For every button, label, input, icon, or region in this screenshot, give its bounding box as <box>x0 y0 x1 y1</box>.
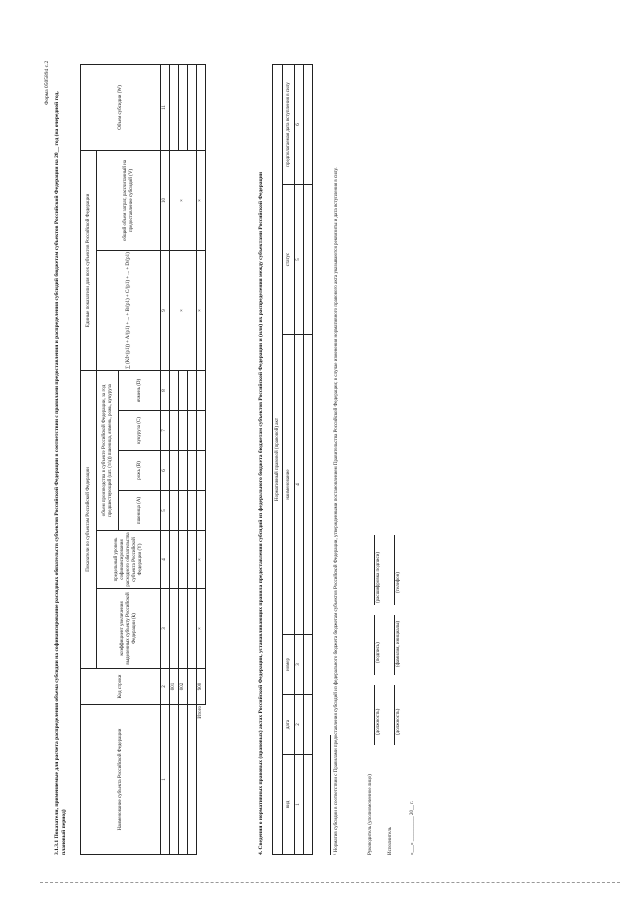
section-title: 3.1.3.1 Показатели, применяемые для расчета распределения объема субсидии на софинансирование расходных обязательств субъектов Российской Федерации в соответствии с правилами предоставления и распределения субсидий бюджетам субъектов Российской Федерации на 20__ год (на очередной год, плановый период) <box>54 91 67 855</box>
header-group-regions: Показатели по субъектам Российской Федерации <box>81 370 97 668</box>
date-line: «___» __________ 20__ г. <box>410 801 415 855</box>
col-num: 6 <box>161 451 170 491</box>
header-act-name: наименование <box>283 335 295 635</box>
col-num: 1 <box>161 705 170 855</box>
footnote-text: ¹ Норматив субсидии в соответствии с Правилами предоставления субсидий из федерального бюджета бюджетам субъектов Российской Федерации, утвержденными постановлением Правительства Российской Федерации; в случае изменения нормативного правового акта указываются реквизиты и дата вступления в силу. <box>334 167 339 855</box>
legal-acts-header: Нормативный правовой (правовой) акт <box>273 64 283 854</box>
sign-line <box>394 535 395 605</box>
header-rye: рожь (B) <box>119 451 161 491</box>
total-label: Итого <box>197 705 206 855</box>
col-num: 4 <box>295 335 304 635</box>
total-row <box>197 64 206 854</box>
header-act-number: номер <box>283 635 295 695</box>
form-code: Форма 0505894 с.2 <box>44 60 50 105</box>
col-num: 6 <box>295 64 304 184</box>
header-production: объем производства в субъекте Российской Федерации, за год предшествующий (шт. (т/ц)) пшеница, ячмень, рожь, кукуруза <box>97 370 119 530</box>
signature-caption: (подпись) <box>376 642 381 663</box>
header-act-type: вид <box>283 755 295 855</box>
col-num: 10 <box>161 150 170 250</box>
header-wheat: пшеница (A) <box>119 491 161 531</box>
x-mark: × <box>197 531 206 589</box>
x-mark: × <box>170 150 197 250</box>
header-act-effective: предполагаемая дата вступления в силу <box>283 64 295 184</box>
col-num: 5 <box>161 491 170 531</box>
col-num: 9 <box>161 250 170 370</box>
col-num: 2 <box>295 695 304 755</box>
row-code: 002 <box>179 669 188 705</box>
header-code: Код строки <box>81 669 161 705</box>
col-num: 1 <box>295 755 304 855</box>
row-code: 001 <box>170 669 179 705</box>
header-total-volume: общий объем затрат, рассчитанный на предоставление субсидий (V) <box>97 150 161 250</box>
footnote-separator <box>330 735 331 855</box>
head-label: Руководитель (уполномоченное лицо) <box>368 774 373 855</box>
section4-title: 4. Сведения о нормативных правовых (правовых) актах Российской Федерации, устанавливающих правила предоставления субсидий из федерального бюджета бюджетам субъектов Российской Федерации и (или) их распределения между субъектами Российской Федерации <box>258 171 264 855</box>
row-code: 900 <box>197 669 206 705</box>
col-num: 11 <box>161 64 170 150</box>
header-act-date: дата <box>283 695 295 755</box>
col-num: 3 <box>295 635 304 695</box>
sign-line <box>394 615 395 675</box>
sign-line <box>394 685 395 745</box>
x-mark: × <box>197 589 206 669</box>
position-caption: (должность) <box>376 708 381 735</box>
legal-acts-table <box>272 64 313 855</box>
subsidy-indicators-table <box>80 64 206 855</box>
fold-line <box>40 882 620 883</box>
col-num: 5 <box>295 185 304 335</box>
x-mark: × <box>197 250 206 370</box>
x-mark: × <box>170 250 197 370</box>
header-coefficient: коэффициент увеличения выделенных субъекту Российской Федерации (k) <box>97 589 161 669</box>
table-row <box>170 64 179 854</box>
name-caption: (расшифровка подписи) <box>376 551 381 603</box>
col-num: 8 <box>161 370 170 410</box>
sign-line <box>374 615 375 675</box>
table-row <box>304 64 313 854</box>
sign-line <box>374 535 375 605</box>
col-num: 7 <box>161 411 170 451</box>
header-barley: ячмень (D) <box>119 370 161 410</box>
x-mark: × <box>197 150 206 250</box>
col-num: 4 <box>161 531 170 589</box>
column-number-row <box>295 64 304 854</box>
fio-caption: (фамилия, инициалы) <box>396 620 401 667</box>
header-subsidy: Объем субсидии (W) <box>81 64 161 150</box>
col-num: 3 <box>161 589 170 669</box>
header-level: предельный уровень софинансирования расходного обязательства субъекта Российской Федерации (Y) <box>97 531 161 589</box>
rotated-form <box>40 25 620 885</box>
header-act-status: статус <box>283 185 295 335</box>
header-formula: ∑ (Kf×(p1)) + A/(p1) + ... + B/(p1) + C/(p1) + ... + D/(p1) <box>97 250 161 370</box>
col-num: 2 <box>161 669 170 705</box>
executor-label: Исполнитель <box>388 827 393 855</box>
sign-line <box>374 685 375 745</box>
column-number-row <box>161 64 170 854</box>
phone-caption: (телефон) <box>396 572 401 593</box>
position-caption: (должность) <box>396 708 401 735</box>
header-region: Наименование субъекта Российской Федерации <box>81 705 161 855</box>
header-group-common: Единые показатели для всех субъектов Российской Федерации <box>81 150 97 370</box>
header-corn: кукуруза (C) <box>119 411 161 451</box>
